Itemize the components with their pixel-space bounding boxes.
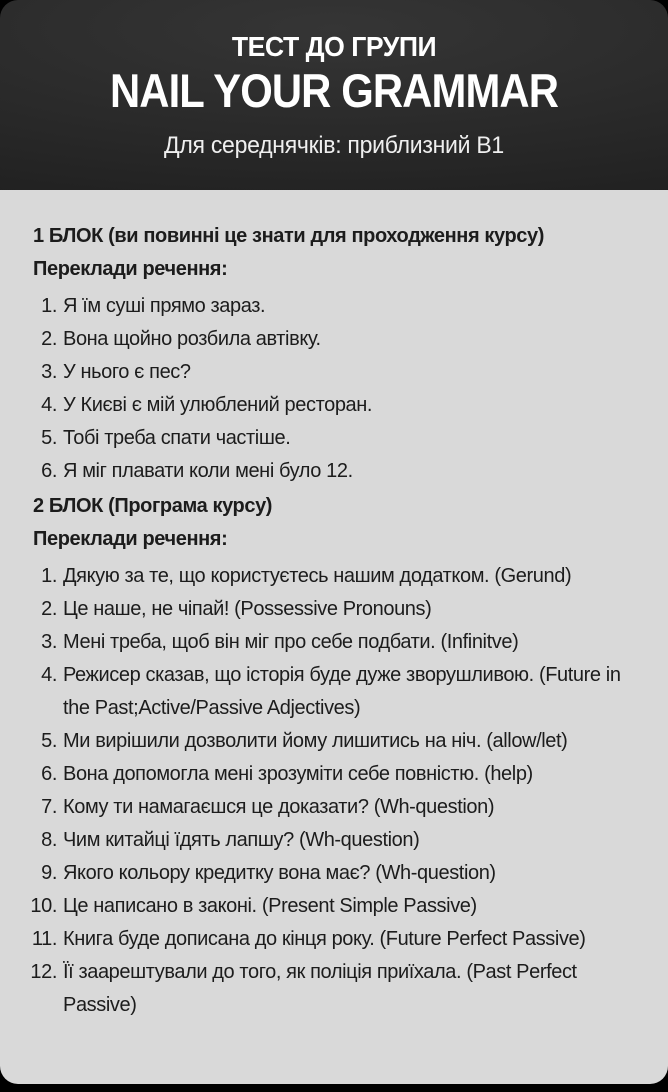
list-item: Режисер сказав, що історія буде дуже зворушливою. (Future in the Past;Active/Passive Adjectives) bbox=[63, 664, 621, 719]
list-item: Її заарештували до того, як поліція приїхала. (Past Perfect Passive) bbox=[63, 961, 577, 1016]
header-title: NAIL YOUR GRAMMAR bbox=[109, 64, 559, 117]
block-1 bbox=[33, 220, 650, 488]
header-subtitle: Для середнячків: приблизний B1 bbox=[164, 132, 504, 159]
header bbox=[0, 0, 668, 190]
block2-subheading: Переклади речення: bbox=[33, 528, 228, 550]
list-item: Це написано в законі. (Present Simple Passive) bbox=[63, 895, 477, 917]
block1-subheading: Переклади речення: bbox=[33, 258, 228, 280]
list-item: Кому ти намагаєшся це доказати? (Wh-question) bbox=[63, 796, 495, 818]
list-item: Вона щойно розбила автівку. bbox=[63, 328, 321, 350]
list-item: Якого кольору кредитку вона має? (Wh-question) bbox=[63, 862, 496, 884]
list-item: Тобі треба спати частіше. bbox=[63, 427, 291, 449]
content bbox=[0, 190, 668, 1084]
block1-list bbox=[33, 290, 650, 488]
block-2 bbox=[33, 490, 650, 1022]
block2-list bbox=[33, 560, 650, 1022]
list-item: У Києві є мій улюблений ресторан. bbox=[63, 394, 373, 416]
list-item: У нього є пес? bbox=[63, 361, 191, 383]
list-item: Це наше, не чіпай! (Possessive Pronouns) bbox=[63, 598, 432, 620]
list-item: Мені треба, щоб він міг про себе подбати. (Infinitve) bbox=[63, 631, 519, 653]
list-item: Книга буде дописана до кінця року. (Future Perfect Passive) bbox=[63, 928, 586, 950]
list-item: Ми вирішили дозволити йому лишитись на ніч. (allow/let) bbox=[63, 730, 568, 752]
list-item: Я міг плавати коли мені було 12. bbox=[63, 460, 353, 482]
block1-heading: 1 БЛОК (ви повинні це знати для проходження курсу) bbox=[33, 225, 544, 247]
list-item: Чим китайці їдять лапшу? (Wh-question) bbox=[63, 829, 420, 851]
list-item: Дякую за те, що користуєтесь нашим додатком. (Gerund) bbox=[63, 565, 572, 587]
list-item: Я їм суші прямо зараз. bbox=[63, 295, 266, 317]
list-item: Вона допомогла мені зрозуміти себе повністю. (help) bbox=[63, 763, 533, 785]
header-kicker: ТЕСТ ДО ГРУПИ bbox=[231, 31, 437, 62]
block2-heading: 2 БЛОК (Програма курсу) bbox=[33, 495, 273, 517]
